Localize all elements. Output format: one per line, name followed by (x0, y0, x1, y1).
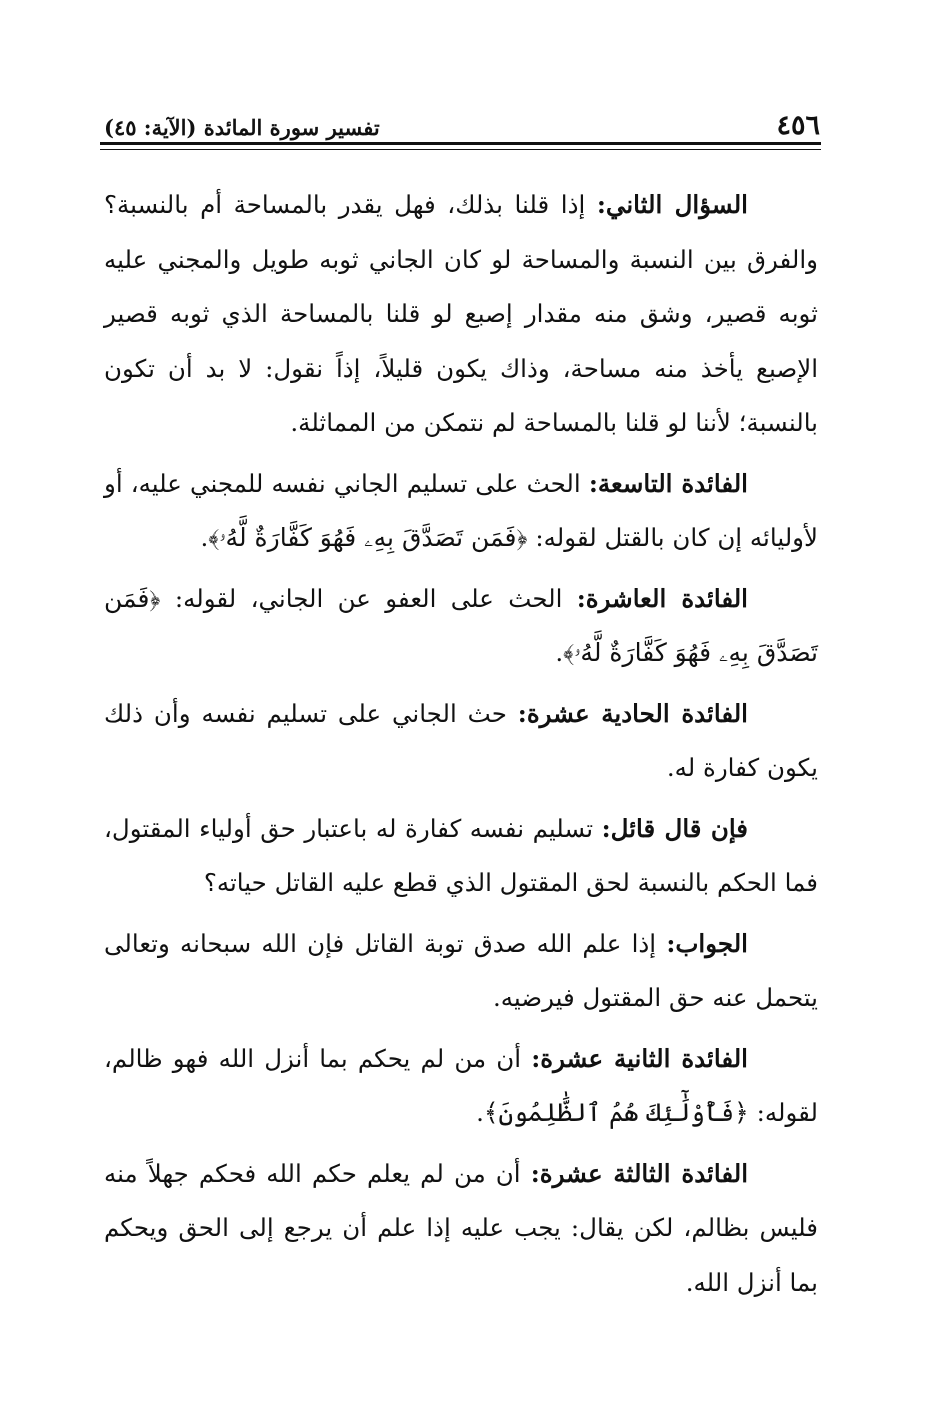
paragraph-benefit-12 (104, 1032, 818, 1141)
paragraph-benefit-10 (104, 572, 818, 681)
quran-quote: ﴿فَمَن تَصَدَّقَ بِهِۦ فَهُوَ كَفَّارَةٌ لَّهُۥ﴾ (208, 523, 528, 552)
paragraph-lead: الفائدة العاشرة: (576, 583, 748, 613)
paragraph-lead: الفائدة الحادية عشرة: (517, 698, 748, 728)
paragraph-tail: . (200, 523, 209, 552)
paragraph-text: إذا قلنا بذلك، فهل يقدر بالمساحة أم بالنسبة؟ والفرق بين النسبة والمساحة لو كان الجاني ثوبه طويل والمجني عليه ثوبه قصير، وشق منه مقدار إصبع لو قلنا بالمساحة الذي ثوبه قصير الإصبع يأخذ منه مساحة، وذاك يكون قليلاً، إذاً نقول: لا بد أن تكون بالنسبة؛ لأننا لو قلنا بالمساحة لم نتمكن من المماثلة. (104, 190, 818, 437)
header-rule-thin (100, 149, 821, 150)
paragraph-lead: الفائدة الثالثة عشرة: (530, 1158, 749, 1188)
paragraph-tail: . (555, 638, 564, 667)
header-rule-thick (100, 142, 821, 145)
paragraph-tail: . (476, 1098, 484, 1127)
paragraph-text: الحث على تسليم الجاني نفسه للمجني عليه، أو لأوليائه إن كان بالقتل لقوله: (104, 468, 818, 552)
paragraph-lead: فإن قال قائل: (601, 813, 748, 843)
paragraph-text: حث الجاني على تسليم نفسه وأن ذلك يكون كفارة له. (104, 698, 818, 782)
page-body (104, 178, 818, 1316)
paragraph-text: أن من لم يحكم بما أنزل الله فهو ظالم، لقوله: (104, 1043, 818, 1127)
paragraph-text: تسليم نفسه كفارة له باعتبار حق أولياء المقتول، فما الحكم بالنسبة لحق المقتول الذي قطع عليه القاتل حياته؟ (104, 813, 818, 897)
paragraph-text: إذا علم الله صدق توبة القاتل فإن الله سبحانه وتعالى يتحمل عنه حق المقتول فيرضيه. (104, 928, 818, 1012)
paragraph-answer (104, 917, 818, 1026)
paragraph-objection (104, 802, 818, 911)
paragraph-text: أن من لم يعلم حكم الله فحكم جهلاً منه فليس بظالم، لكن يقال: يجب عليه إذا علم أن يرجع إلى الحق ويحكم بما أنزل الله. (104, 1158, 818, 1297)
quran-quote: ﴿فَمَن تَصَدَّقَ بِهِۦ فَهُوَ كَفَّارَةٌ لَّهُۥ﴾ (104, 583, 818, 667)
paragraph-benefit-11 (104, 687, 818, 796)
paragraph-lead: الفائدة الثانية عشرة: (531, 1043, 748, 1073)
paragraph-lead: الفائدة التاسعة: (588, 468, 748, 498)
paragraph-lead: السؤال الثاني: (596, 190, 748, 219)
paragraph-benefit-13 (104, 1147, 818, 1311)
page-number: ٤٥٦ (776, 110, 820, 141)
paragraph-text: الحث على العفو عن الجاني، لقوله: (174, 583, 563, 613)
paragraph-lead: الجواب: (666, 928, 748, 958)
quran-quote: ﴿فَأُوْلَٰٓئِكَ هُمُ ٱلظَّٰلِمُونَ﴾ (483, 1098, 749, 1127)
paragraph-second-question (104, 178, 818, 451)
header-title: تفسير سورة المائدة (الآية: ٤٥) (104, 115, 380, 140)
paragraph-benefit-9 (104, 457, 818, 566)
